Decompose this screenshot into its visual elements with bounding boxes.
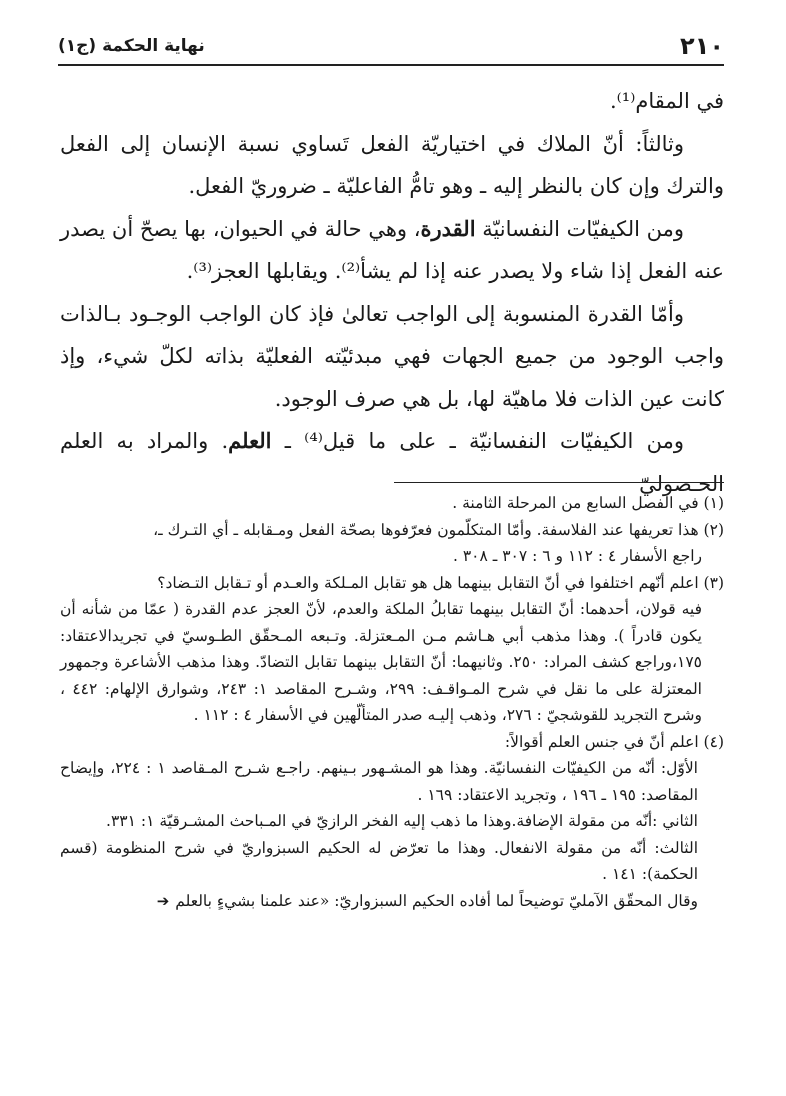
main-text — [60, 80, 724, 505]
term-qudra: القدرة — [420, 215, 476, 241]
footnote-4-continued — [60, 888, 724, 915]
footnote-4: (٤) اعلم أنّ في جنس العلم أقوالاً: — [504, 732, 724, 751]
running-header — [58, 30, 724, 66]
paragraph-1: في المقام⁽¹⁾. — [609, 89, 724, 113]
footnote-4-third: الثالث: أنّه من مقولة الانفعال. وهذا ما تعرّض له الحكيم السبزواريّ في شرح المنظومة (قسم الحكمة): ١٤١ . — [60, 838, 698, 883]
paragraph-5-rest: . والمراد به العلم الحـصوليّ — [60, 429, 724, 496]
footnote-2-cont: راجع الأسفار ٤ : ١١٢ و ٦ : ٣٠٧ ـ ٣٠٨ . — [452, 547, 702, 565]
footnote-divider — [394, 482, 724, 483]
footnote-4-continued-text: وقال المحقّق الآمليّ توضيحاً لما أفاده الحكيم السبزواريّ: «عند علمنا بشيءٍ بالعلم — [175, 891, 698, 910]
continue-arrow-icon: ➔ — [156, 891, 170, 910]
footnote-2: (٢) هذا تعريفها عند الفلاسفة. وأمّا المتكلّمون فعرّفوها بصحّة الفعل ومـقابله ـ أي التـرك ـ، — [153, 520, 724, 539]
book-title: نهاية الحكمة (ج١) — [58, 36, 205, 56]
footnote-4-first: الأوّل: أنّه من الكيفيّات النفسانيّة. وهذا هو المشـهور بـينهم. راجـع شـرح المـقاصد ١ : ٢٢٤، وإيضاح المقاصد: ١٩٥ ـ ١٩٦ ، وتجريد الاعتقاد: ١٦٩ . — [60, 759, 698, 804]
paragraph-3-start: ومن الكيفيّات النفسانيّة — [475, 216, 684, 241]
paragraph-4: وأمّا القدرة المنسوبة إلى الواجب تعالىٰ فإذ كان الواجب الوجـود بـالذات واجب الوجود من جميع الجهات فهي مبدئيّته الفعليّة بذاته لكلّ شيء، وإذ كانت عين الذات فلا ماهيّة لها، بل هي صرف الوجود. — [60, 301, 724, 411]
footnote-3-cont: فيه قولان، أحدهما: أنّ التقابل بينهما تقابلُ الملكة والعدم، لأنّ العجز عدم القدرة ( عمّا من شأنه أن يكون قادراً ). وهذا مذهب أبي هـاشم مـن المـعتزلة. وتـبعه المـحقّق الطـوسيّ في تجريدالاعتقاد: ١٧٥،وراجع كشف المراد: ٢٥٠. وثانيهما: أنّ التقابل بينهما تقابل التضادّ. وهذا مذهب الأشاعرة وجمهور المعتزلة على ما نقل في شرح المـواقـف: ٢٩٩، وشـرح المقاصد ١: ٢٤٣، وشوارق الإلهام: ٤٤٢ ، وشرح التجريد للقوشجيّ : ٢٧٦، وذهب إليـه صدر المتألّهين في الأسفار ٤ : ١١٢ . — [60, 600, 702, 724]
term-ilm: العلم — [228, 428, 272, 453]
footnotes — [60, 490, 724, 914]
paragraph-5-start: ومن الكيفيّات النفسانيّة ـ على ما قيل⁽⁴⁾ ـ — [271, 429, 684, 453]
paragraph-3-rest: ، وهي حالة في الحيوان، بها يصحّ أن يصدر عنه الفعل إذا شاء ولا يصدر عنه إذا لم يشأ⁽²⁾. ويقابلها العجز⁽³⁾. — [60, 216, 724, 283]
paragraph-2: وثالثاً: أنّ الملاك في اختياريّة الفعل تَساوي نسبة الإنسان إلى الفعل والترك وإن كان بالنظر إليه ـ وهو تامُّ الفاعليّة ـ ضروريّ الفعل. — [60, 131, 724, 198]
page-number: ٢١٠ — [680, 32, 724, 60]
footnote-3: (٣) اعلم أنّهم اختلفوا في أنّ التقابل بينهما هل هو تقابل المـلكة والعـدم أو تـقابل التـضاد؟ — [157, 573, 724, 592]
footnote-1: (١) في الفصل السابع من المرحلة الثامنة . — [452, 494, 724, 512]
footnote-4-second: الثاني :أنّه من مقولة الإضافة.وهذا ما ذهب إليه الفخر الرازيّ في المـباحث المشـرقيّة ١: ٣٣١. — [106, 812, 698, 830]
paragraph-3 — [60, 208, 724, 293]
